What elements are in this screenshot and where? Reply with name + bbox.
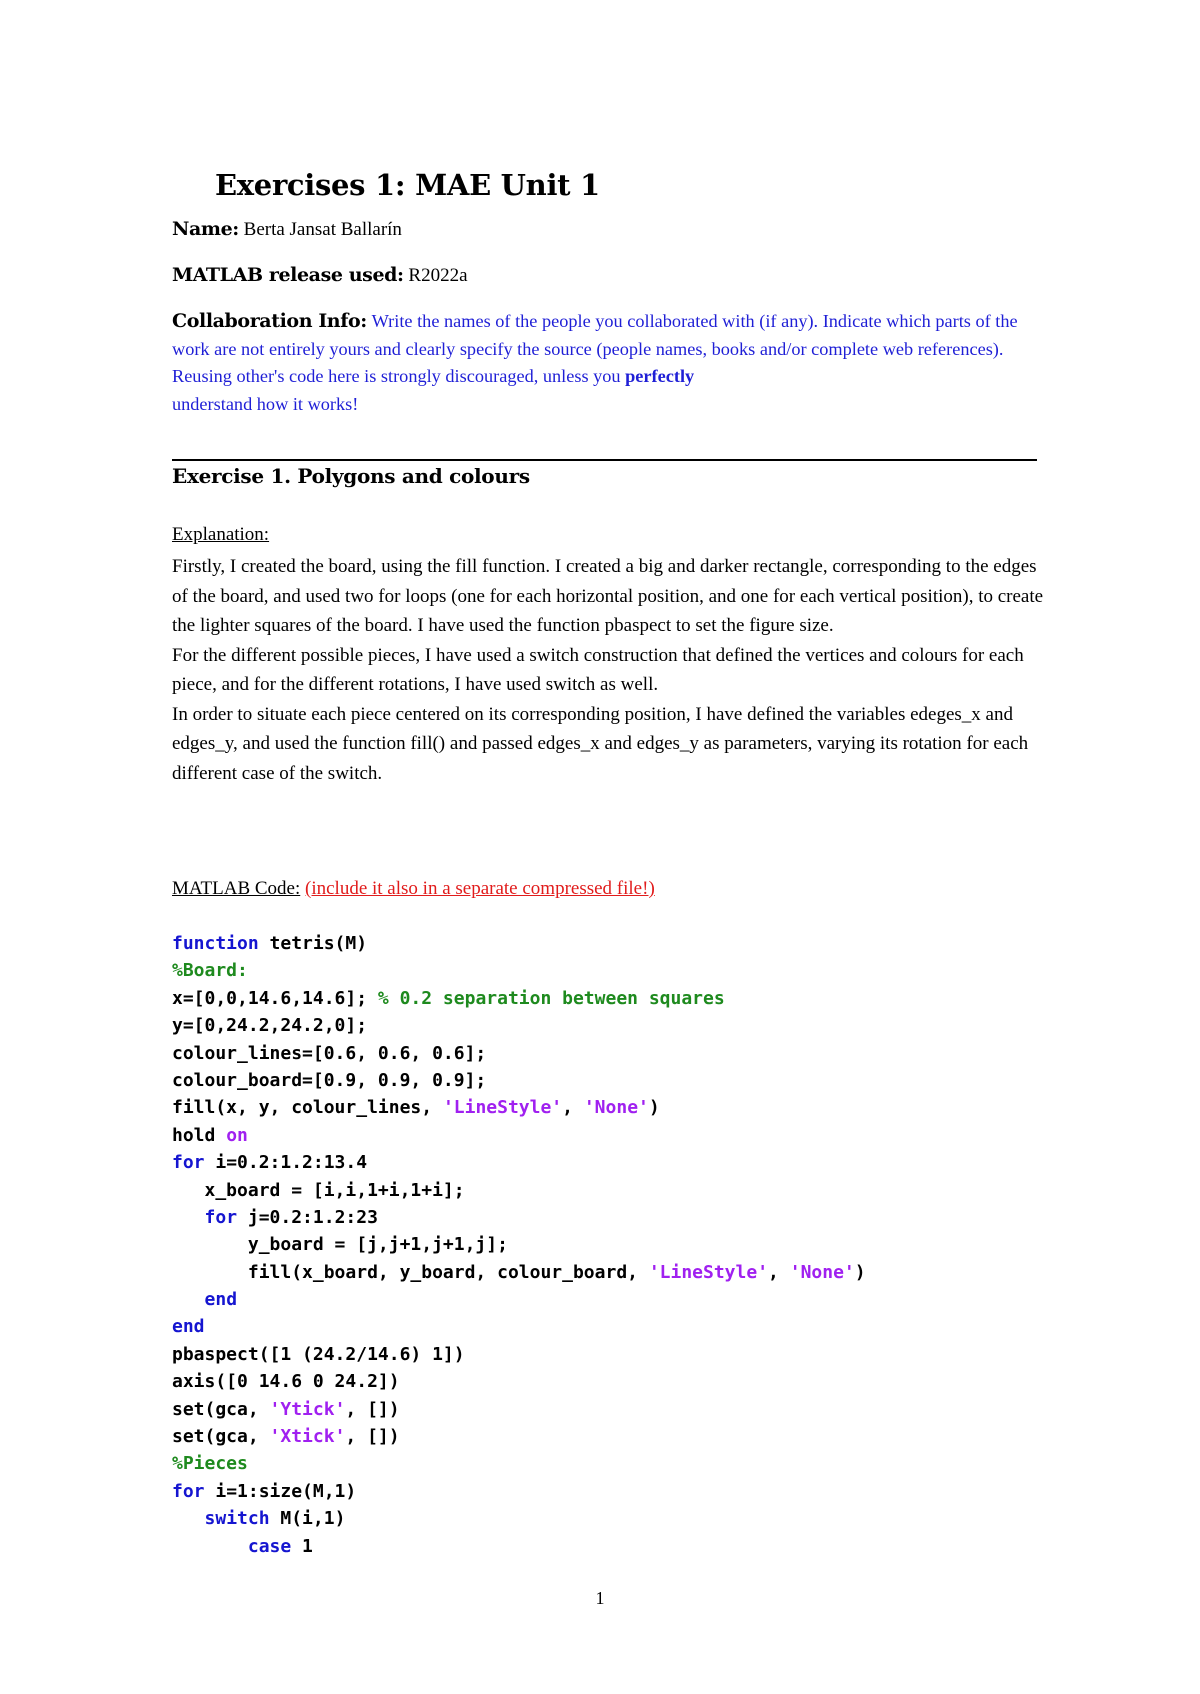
page-number: 1 <box>595 1588 605 1608</box>
code-line <box>172 1149 866 1176</box>
code-token: , []) <box>345 1398 400 1420</box>
code-token: ) <box>648 1097 660 1119</box>
code-token: axis([0 14.6 0 24.2]) <box>172 1371 400 1393</box>
code-line <box>172 930 866 957</box>
code-token: %Pieces <box>172 1453 248 1475</box>
explanation-paragraph: Firstly, I created the board, using the fill function. I created a big and darker rectangle, corresponding to the edges of the board, and used two for loops (one for each horizontal position, and one for each vertical position), to create the lighter squares of the board. I have used the function pbaspect to set the figure size. <box>172 556 1044 636</box>
code-token: 'Ytick' <box>269 1398 346 1420</box>
code-token: set(gca, <box>172 1426 270 1448</box>
code-label-note: (include it also in a separate compressed file!) <box>305 878 655 899</box>
code-token: fill(x_board, y_board, colour_board, <box>172 1261 649 1283</box>
code-token: pbaspect([1 (24.2/14.6) 1]) <box>172 1343 465 1365</box>
code-token: i=0.2:1.2:13.4 <box>204 1152 368 1174</box>
exercise-heading: Exercise 1. Polygons and colours <box>172 464 530 488</box>
section-divider <box>172 459 1037 461</box>
code-token: for <box>172 1480 205 1502</box>
code-token: x=[0,0,14.6,14.6]; <box>172 987 378 1009</box>
code-token <box>172 1536 248 1557</box>
code-token: j=0.2:1.2:23 <box>237 1206 378 1228</box>
code-line <box>172 1204 866 1231</box>
release-label: MATLAB release used: <box>172 264 404 286</box>
code-line <box>172 1313 866 1340</box>
code-line <box>172 1067 866 1094</box>
code-token: 'None' <box>583 1097 649 1119</box>
release-value: R2022a <box>408 265 468 286</box>
code-line <box>172 1094 866 1121</box>
name-line <box>172 218 402 241</box>
code-token: switch <box>204 1508 270 1530</box>
collaboration-emphasis: perfectly <box>625 366 695 386</box>
collaboration-info <box>172 308 1052 418</box>
code-token: for <box>204 1206 238 1228</box>
explanation-paragraph: For the different possible pieces, I have used a switch construction that defined the vertices and colours for each piece, and for the different rotations, I have used switch as well. <box>172 644 1024 695</box>
code-line <box>172 1231 866 1258</box>
code-token: set(gca, <box>172 1398 270 1420</box>
code-token: , <box>768 1261 790 1283</box>
collaboration-label: Collaboration Info: <box>172 310 367 332</box>
code-token: ) <box>854 1261 866 1283</box>
code-token: y=[0,24.2,24.2,0]; <box>172 1015 368 1037</box>
collaboration-text: Write the names of the people you collaborated with (if any). Indicate which parts of the work are not entirely yours and clearly specify the source (people names, books and/or complete web references). Reusing other's code here is strongly discouraged, unless you <box>172 311 1018 386</box>
code-token: colour_board=[0.9, 0.9, 0.9]; <box>172 1069 487 1091</box>
code-token: , []) <box>345 1426 400 1448</box>
code-line <box>172 1341 866 1368</box>
code-line <box>172 1368 866 1395</box>
code-token: end <box>172 1316 205 1338</box>
code-token: hold <box>172 1124 227 1146</box>
code-token <box>172 1207 205 1228</box>
code-token: colour_lines=[0.6, 0.6, 0.6]; <box>172 1042 487 1064</box>
explanation-body <box>172 552 1052 788</box>
explanation-paragraph: In order to situate each piece centered on its corresponding position, I have defined the variables edeges_x and edges_y, and used the function fill() and passed edges_x and edges_y as parameters, varying its rotation for each different case of the switch. <box>172 703 1029 784</box>
code-token: fill(x, y, colour_lines, <box>172 1097 443 1119</box>
code-token: 'LineStyle' <box>442 1097 563 1119</box>
code-token: 1 <box>291 1535 313 1557</box>
code-label <box>172 878 655 900</box>
code-token: tetris(M) <box>258 933 368 954</box>
code-line <box>172 1122 866 1149</box>
name-label: Name: <box>172 218 239 240</box>
code-token: x_board = [i,i,1+i,1+i]; <box>172 1179 465 1201</box>
code-token: , <box>562 1097 584 1119</box>
page-title: Exercises 1: MAE Unit 1 <box>215 168 600 202</box>
code-line <box>172 1040 866 1067</box>
release-line <box>172 264 468 287</box>
code-line <box>172 1396 866 1423</box>
code-token <box>172 1508 205 1529</box>
code-line <box>172 1012 866 1039</box>
code-token: 'LineStyle' <box>648 1261 769 1283</box>
name-value: Berta Jansat Ballarín <box>243 219 402 240</box>
code-token: y_board = [j,j+1,j+1,j]; <box>172 1234 508 1256</box>
code-token <box>172 1289 205 1310</box>
code-token: i=1:size(M,1) <box>204 1480 357 1502</box>
code-token: 'Xtick' <box>269 1426 346 1448</box>
code-token: % 0.2 separation between squares <box>377 987 725 1009</box>
code-line <box>172 1177 866 1204</box>
code-label-text: MATLAB Code: <box>172 878 301 899</box>
code-line <box>172 1450 866 1477</box>
code-line <box>172 1286 866 1313</box>
code-token: on <box>226 1124 248 1146</box>
code-token: %Board: <box>172 960 248 982</box>
code-line <box>172 985 866 1012</box>
code-line <box>172 1505 866 1532</box>
collaboration-text-end: understand how it works! <box>172 393 359 414</box>
code-line <box>172 1533 866 1560</box>
explanation-label: Explanation: <box>172 524 270 545</box>
matlab-code-block <box>172 930 866 1560</box>
code-token: M(i,1) <box>269 1508 346 1530</box>
code-line <box>172 957 866 984</box>
code-line <box>172 1259 866 1286</box>
code-line <box>172 1478 866 1505</box>
code-token: for <box>172 1152 205 1174</box>
code-line <box>172 1423 866 1450</box>
code-token: end <box>204 1289 238 1311</box>
code-token: function <box>172 933 259 954</box>
code-token: case <box>247 1535 292 1557</box>
code-token: 'None' <box>789 1261 855 1283</box>
